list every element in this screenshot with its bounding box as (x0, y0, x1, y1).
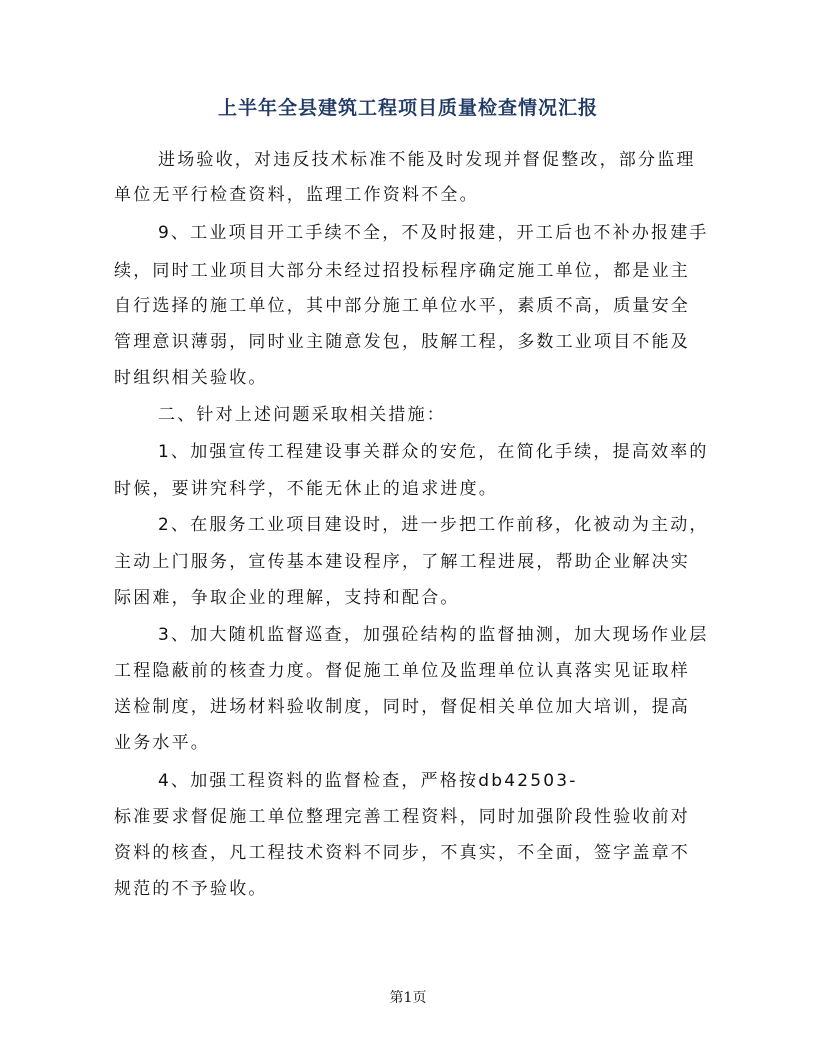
page-number: 第1页 (389, 990, 427, 1006)
paragraph-line: 主动上门服务，宣传基本建设程序，了解工程进展，帮助企业解决实 (114, 552, 690, 572)
paragraph-line: 时候，要讲究科学，不能无休止的追求进度。 (114, 479, 498, 499)
paragraph-line: 单位无平行检查资料，监理工作资料不全。 (114, 185, 479, 205)
paragraph-line: 3、加大随机监督巡查，加强砼结构的监督抽测，加大现场作业层 (158, 625, 709, 645)
paragraph-line: 自行选择的施工单位，其中部分施工单位水平，素质不高，质量安全 (114, 296, 690, 316)
paragraph-line: 进场验收，对违反技术标准不能及时发现并督促整改，部分监理 (158, 150, 696, 170)
paragraph-line: 送检制度，进场材料验收制度，同时，督促相关单位加大培训，提高 (114, 697, 690, 717)
paragraph-line: 2、在服务工业项目建设时，进一步把工作前移，化被动为主动， (158, 515, 709, 535)
paragraph-line: 9、工业项目开工手续不全，不及时报建，开工后也不补办报建手 (158, 223, 709, 243)
paragraph-line: 业务水平。 (114, 733, 210, 753)
paragraph-line: 标准要求督促施工单位整理完善工程资料，同时加强阶段性验收前对 (114, 807, 690, 827)
paragraph-line: 1、加强宣传工程建设事关群众的安危，在简化手续，提高效率的 (158, 442, 709, 462)
paragraph-line: 工程隐蔽前的核查力度。督促施工单位及监理单位认真落实见证取样 (114, 661, 690, 681)
paragraph-line: 二、针对上述问题采取相关措施： (158, 405, 446, 425)
paragraph-line: 续，同时工业项目大部分未经过招投标程序确定施工单位，都是业主 (114, 261, 690, 281)
document-title: 上半年全县建筑工程项目质量检查情况汇报 (217, 97, 598, 119)
paragraph-line: 资料的核查，凡工程技术资料不同步，不真实，不全面，签字盖章不 (114, 843, 690, 863)
paragraph-line: 4、加强工程资料的监督检查，严格按db42503- (158, 771, 578, 791)
paragraph-line: 时组织相关验收。 (114, 368, 268, 388)
paragraph-line: 规范的不予验收。 (114, 879, 268, 899)
paragraph-line: 际困难，争取企业的理解，支持和配合。 (114, 588, 460, 608)
paragraph-line: 管理意识薄弱，同时业主随意发包，肢解工程，多数工业项目不能及 (114, 332, 690, 352)
